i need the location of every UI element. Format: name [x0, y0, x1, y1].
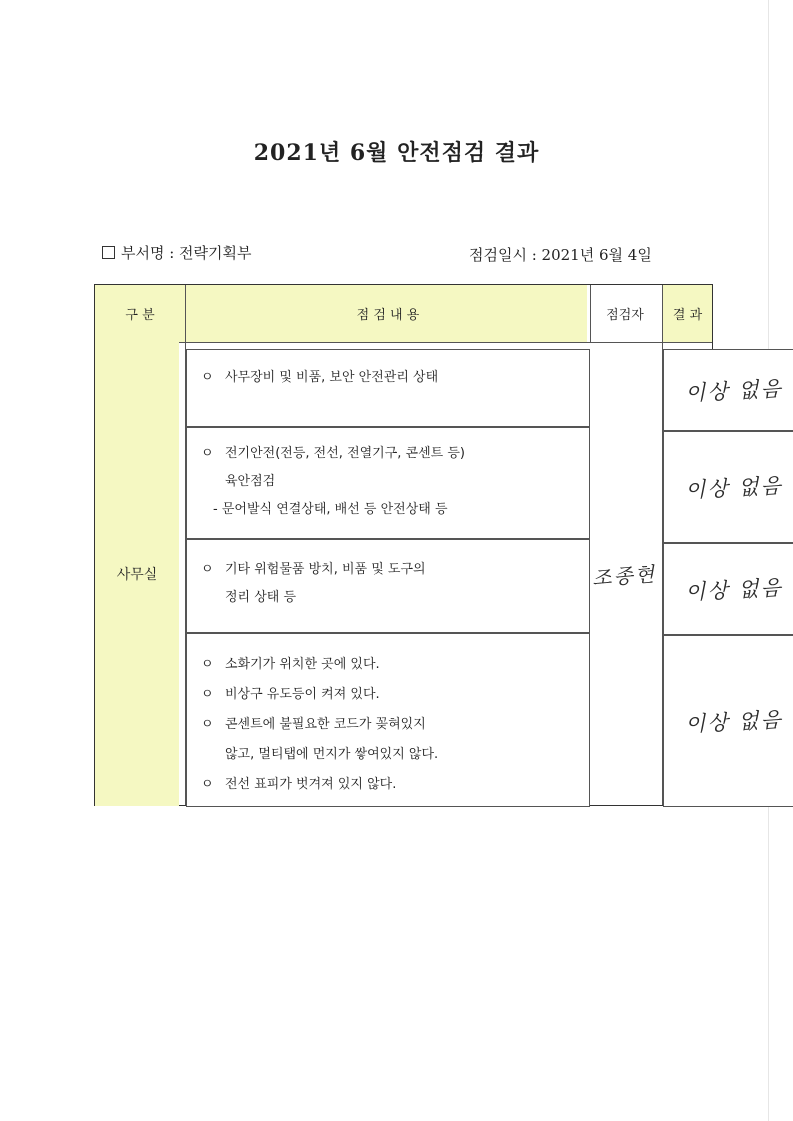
check-item-1 — [186, 349, 590, 427]
item-text: 육안점검 — [225, 474, 276, 489]
bullet: ㅇ — [201, 717, 214, 732]
item-subtext: - 문어발식 연결상태, 배선 등 안전상태 등 — [213, 502, 448, 517]
item-text: 소화기가 위치한 곳에 있다. — [225, 657, 380, 672]
header-category: 구 분 — [95, 285, 185, 342]
page-title: 2021년 6월 안전점검 결과 — [253, 140, 540, 166]
result-cell-4 — [663, 635, 793, 807]
check-item-2 — [186, 427, 590, 539]
inspection-date: 점검일시 : 2021년 6월 4일 — [469, 246, 652, 264]
department-label: 부서명 : 전략기획부 — [121, 244, 252, 262]
check-item-4 — [186, 633, 590, 807]
header-content: 점 검 내 용 — [186, 285, 590, 342]
column-divider — [590, 285, 591, 342]
bullet: ㅇ — [201, 562, 214, 577]
header-result: 결 과 — [663, 285, 712, 342]
inspector-signature: 조종현 — [591, 561, 657, 590]
check-item-3 — [186, 539, 590, 633]
result-cell-3 — [663, 543, 793, 635]
result-cell-1 — [663, 349, 793, 431]
checkbox-icon — [102, 246, 115, 259]
item-text: 전선 표피가 벗겨져 있지 않다. — [225, 777, 397, 792]
bullet: ㅇ — [201, 687, 214, 702]
bullet: ㅇ — [201, 370, 214, 385]
result-cell-2 — [663, 431, 793, 543]
result-handwriting: 이상 없음 — [684, 575, 784, 605]
category-cell: 사무실 — [95, 342, 179, 806]
bullet: ㅇ — [201, 657, 214, 672]
header-inspector: 점검자 — [587, 285, 663, 342]
item-text: 기타 위험물품 방치, 비품 및 도구의 — [225, 562, 426, 577]
item-text: 않고, 멀티탭에 먼지가 쌓여있지 않다. — [225, 747, 439, 762]
department-line — [102, 242, 252, 263]
item-text: 비상구 유도등이 켜져 있다. — [225, 687, 380, 702]
result-handwriting: 이상 없음 — [684, 707, 784, 737]
item-text: 사무장비 및 비품, 보안 안전관리 상태 — [225, 370, 439, 385]
inspector-cell — [587, 342, 661, 806]
inspection-table — [94, 284, 784, 806]
item-text: 전기안전(전등, 전선, 전열기구, 콘센트 등) — [225, 446, 465, 461]
result-handwriting: 이상 없음 — [684, 473, 784, 503]
bullet: ㅇ — [201, 446, 214, 461]
result-handwriting: 이상 없음 — [684, 376, 784, 406]
bullet: ㅇ — [201, 777, 214, 792]
item-text: 콘센트에 불필요한 코드가 꽂혀있지 — [225, 717, 426, 732]
item-text: 정리 상태 등 — [225, 590, 297, 605]
